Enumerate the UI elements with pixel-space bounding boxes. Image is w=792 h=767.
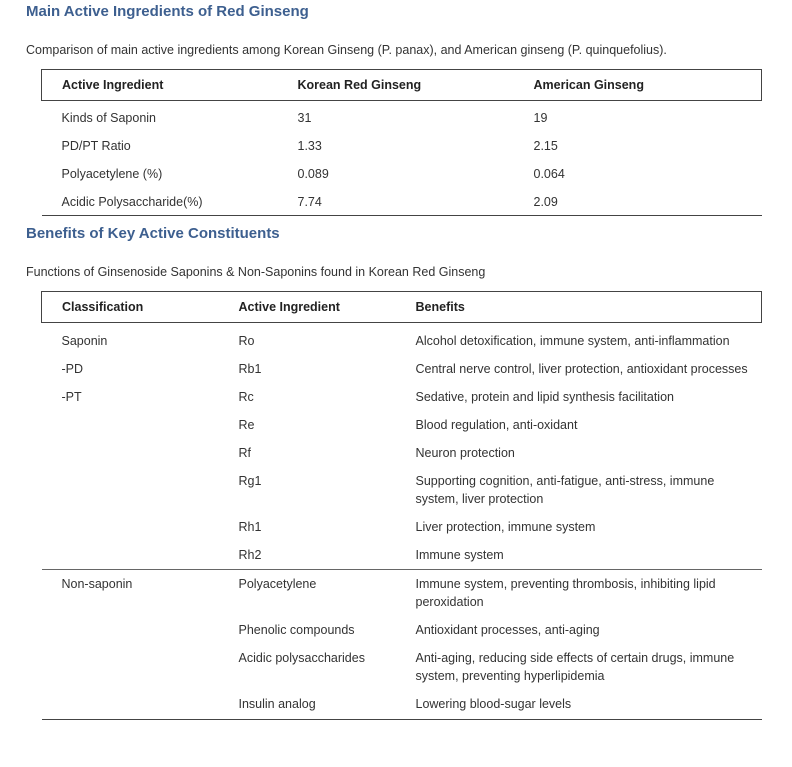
table-row — [42, 187, 762, 216]
cell-ingredient: PD/PT Ratio — [61, 139, 131, 153]
cell-benefits: Liver protection, immune system — [415, 520, 596, 534]
column-header-classification: Classification — [42, 292, 219, 323]
cell-american-value: 2.15 — [533, 139, 558, 153]
column-header-benefits: Benefits — [396, 292, 762, 323]
table-row — [42, 541, 762, 570]
cell-ingredient: Rb1 — [238, 362, 262, 376]
table-row — [42, 159, 762, 187]
cell-ingredient: Acidic polysaccharides — [238, 651, 365, 665]
cell-benefits: Blood regulation, anti-oxidant — [415, 418, 578, 432]
cell-american-value: 2.09 — [514, 187, 762, 216]
cell-ingredient: Polyacetylene — [238, 577, 317, 591]
cell-classification — [42, 541, 219, 570]
cell-benefits: Supporting cognition, anti-fatigue, anti-stress, immune system, liver protection — [415, 474, 715, 506]
cell-ingredient: Polyacetylene (%) — [61, 167, 163, 181]
cell-korean-value: 0.089 — [297, 167, 329, 181]
cell-classification — [42, 513, 219, 541]
table-row — [42, 439, 762, 467]
cell-classification: -PT — [61, 390, 82, 404]
cell-american-value: 19 — [533, 111, 548, 125]
table-row — [42, 513, 762, 541]
cell-benefits: Central nerve control, liver protection, antioxidant processes — [415, 362, 748, 376]
cell-ingredient: Rf — [238, 446, 251, 460]
cell-ingredient: Kinds of Saponin — [61, 111, 157, 125]
cell-ingredient: Rc — [238, 390, 254, 404]
column-header-active-ingredient: Active Ingredient — [219, 292, 396, 323]
cell-korean-value: 7.74 — [278, 187, 514, 216]
cell-benefits: Immune system, preventing thrombosis, inhibiting lipid peroxidation — [415, 577, 716, 609]
table-row — [42, 101, 762, 132]
cell-korean-value: 31 — [297, 111, 312, 125]
table-row — [42, 467, 762, 513]
column-header-active-ingredient: Active Ingredient — [42, 70, 278, 101]
section-title-benefits: Benefits of Key Active Constituents — [26, 225, 280, 242]
cell-classification — [42, 439, 219, 467]
column-header-american-ginseng: American Ginseng — [514, 70, 762, 101]
table-row — [42, 323, 762, 356]
cell-ingredient: Re — [238, 418, 255, 432]
table-row — [42, 383, 762, 411]
table-row — [42, 644, 762, 690]
cell-classification: Saponin — [61, 334, 108, 348]
table-row — [42, 131, 762, 159]
cell-ingredient: Ro — [238, 334, 255, 348]
cell-ingredient: Rg1 — [238, 474, 262, 488]
table-row — [42, 411, 762, 439]
cell-ingredient: Phenolic compounds — [238, 623, 355, 637]
constituents-benefits-table — [41, 291, 762, 720]
cell-benefits: Alcohol detoxification, immune system, anti-inflammation — [415, 334, 730, 348]
table-header-row — [42, 70, 762, 101]
cell-classification — [42, 411, 219, 439]
table-row — [42, 355, 762, 383]
cell-benefits: Sedative, protein and lipid synthesis facilitation — [415, 390, 674, 404]
cell-classification: -PD — [61, 362, 84, 376]
cell-ingredient: Rh2 — [219, 541, 396, 570]
cell-korean-value: 1.33 — [297, 139, 322, 153]
cell-classification — [42, 644, 219, 690]
table-row — [42, 570, 762, 617]
cell-ingredient: Rh1 — [238, 520, 262, 534]
cell-benefits: Lowering blood-sugar levels — [396, 690, 762, 720]
cell-ingredient: Acidic Polysaccharide(%) — [42, 187, 278, 216]
table-header-row — [42, 292, 762, 323]
cell-ingredient: Insulin analog — [219, 690, 396, 720]
ingredients-comparison-table — [41, 69, 762, 216]
cell-classification: Non-saponin — [61, 577, 133, 591]
section-title-main-ingredients: Main Active Ingredients of Red Ginseng — [26, 3, 309, 20]
cell-benefits: Antioxidant processes, anti-aging — [415, 623, 600, 637]
table-row — [42, 690, 762, 720]
cell-american-value: 0.064 — [533, 167, 565, 181]
column-header-korean-red-ginseng: Korean Red Ginseng — [278, 70, 514, 101]
section-description-functions: Functions of Ginsenoside Saponins & Non-Saponins found in Korean Red Ginseng — [26, 265, 486, 279]
cell-classification — [42, 690, 219, 720]
table-row — [42, 616, 762, 644]
section-description-comparison: Comparison of main active ingredients among Korean Ginseng (P. panax), and American ginseng (P. quinquefolius). — [26, 43, 667, 57]
cell-benefits: Neuron protection — [415, 446, 515, 460]
cell-benefits: Anti-aging, reducing side effects of certain drugs, immune system, preventing hyperlipidemia — [415, 651, 735, 683]
cell-benefits: Immune system — [396, 541, 762, 570]
cell-classification — [42, 467, 219, 513]
cell-classification — [42, 616, 219, 644]
